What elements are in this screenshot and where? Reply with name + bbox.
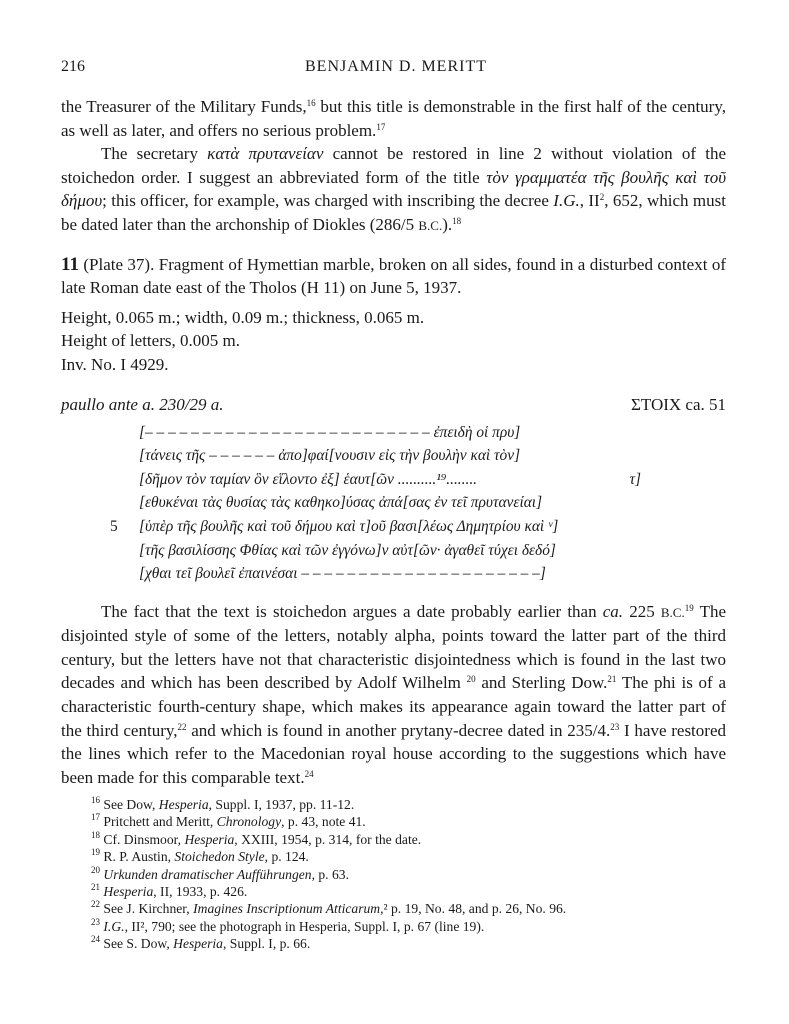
inscription-line: [δῆμον τὸν ταμίαν ὃν εἵλοντο ἐξ] ἑαυτ[ῶν ..........¹⁹........ τ]	[139, 470, 641, 488]
inscription-line: [τῆς βασιλίσσης Φθίας καὶ τῶν ἐγγόνω]ν αὐτ[ῶν· ἀγαθεῖ τύχει δεδό]	[139, 541, 556, 559]
footnote-ref-22[interactable]: 22	[177, 721, 187, 732]
running-header	[61, 58, 731, 82]
footnote-ref-18[interactable]: 18	[452, 215, 462, 226]
inscription-line: [χθαι τεῖ βουλεῖ ἐπαινέσαι – – – – – – – – – – – – – – – – – – – – –]	[139, 565, 546, 583]
inscription-line: [τάνεις τῆς – – – – – – ἀπο]φαί[νουσιν εἰς τὴν βουλὴν καὶ τὸν]	[139, 447, 521, 465]
line-number: 5	[110, 517, 118, 535]
footnote-ref-19[interactable]: 19	[684, 602, 694, 613]
inscription-date: paullo ante a. 230/29 a.	[61, 394, 224, 414]
stoichedon-count: ΣΤΟΙΧ ca. 51	[630, 394, 726, 414]
paragraph-2: The secretary κατὰ πρυτανείαν cannot be restored in line 2 without violation of the stoichedon order. I suggest an abbreviated form of the title τὸν γραμματέα τῆς βουλῆς καὶ τοῦ δήμου; this officer, for example, was charged with inscribing the decree I.G., $II^2$, 652, which must be dated later than the archonship of Diokles (286/5 B.C.).$^{18}$	[61, 144, 727, 234]
paragraph-3: 11 (Plate 37). Fragment of Hymettian marble, broken on all sides, found in a disturbed context of late Roman date east of the Tholos (H 11) on June 5, 1937.	[61, 253, 726, 298]
page-number: 216	[61, 58, 85, 75]
entry-number: 11	[61, 253, 79, 275]
footnote-ref-23[interactable]: 23	[610, 721, 620, 732]
paragraph-4: The fact that the text is stoichedon argues a date probably earlier than ca. 225 B.C.$^{19}$ The disjointed style of some of the letters, notably alpha, points toward the latter part of the third century, but the letters have not that characteristic disjointedness which is found in the last two decades and which has been described by Adolf Wilhelm $^{20}$ and Sterling Dow.$^{21}$ The phi is of a characteristic fourth-century shape, which makes its appearance again toward the latter part of the third century,$^{22}$ and which is found in another prytany-decree dated in 235/4.23 I have restored the lines which refer to the Macedonian royal house according to the suggestions which have been made for this comparable text.$^{24}$	[61, 601, 727, 787]
footnote: $^{16}$ See Dow, Hesperia, Suppl. I, 1937, pp. 11-12.	[91, 795, 355, 812]
footnote-ref-17[interactable]: 17	[376, 121, 386, 132]
footnote: $^{22}$ See J. Kirchner, Imagines Inscriptionum Atticarum,² p. 19, No. 48, and p. 26, No. 96.	[91, 899, 567, 917]
footnotes	[91, 796, 731, 953]
dimension-line: Height, 0.065 m.; width, 0.09 m.; thickness, 0.065 m.	[61, 307, 425, 327]
dimension-line: Height of letters, 0.005 m.	[61, 331, 240, 351]
footnote: $^{20}$ Urkunden dramatischer Aufführungen, p. 63.	[91, 864, 349, 882]
footnote: $^{18}$ Cf. Dinsmoor, Hesperia, XXIII, 1954, p. 314, for the date.	[91, 829, 422, 847]
inscription-line: [εθυκέναι τὰς θυσίας τὰς καθηκο]ύσας ἀπά[σας ἐν τεῖ πρυτανείαι]	[139, 494, 543, 512]
greek-phrase: τὸν γραμματέα τῆς βουλῆς καὶ τοῦ δήμου	[61, 167, 726, 211]
footnote-ref-20[interactable]: 20	[466, 674, 476, 685]
inscription-line: [– – – – – – – – – – – – – – – – – – – – – – – – – ἐπειδὴ οἱ πρυ]	[139, 423, 521, 441]
greek-phrase: κατὰ πρυτανείαν	[207, 144, 324, 164]
footnote: $^{21}$ Hesperia, II, 1933, p. 426.	[91, 882, 248, 900]
footnote: $^{19}$ R. P. Austin, Stoichedon Style, p. 124.	[91, 847, 309, 865]
footnote: $^{17}$ Pritchett and Meritt, Chronology, p. 43, note 41.	[91, 812, 366, 830]
body-text	[61, 95, 726, 789]
inscription-header	[61, 393, 726, 417]
footnote-ref-21[interactable]: 21	[607, 674, 617, 685]
dimension-line: Inv. No. I 4929.	[61, 354, 169, 374]
footnote-ref-24[interactable]: 24	[304, 768, 314, 779]
running-title: BENJAMIN D. MERITT	[305, 58, 487, 75]
footnote-ref-16[interactable]: 16	[306, 98, 316, 108]
paragraph-1: the Treasurer of the Military Funds,$^{16}$ but this title is demonstrable in the first half of the century, as well as later, and offers no serious problem.$^{17}$	[61, 97, 726, 140]
footnote: $^{23}$ I.G., II², 790; see the photograph in Hesperia, Suppl. I, p. 67 (line 19).	[91, 916, 485, 934]
inscription-line: 5 [ὑπὲρ τῆς βουλῆς καὶ τοῦ δήμου καὶ τ]οῦ βασι[λέως Δημητρίου καὶ ᵛ]	[61, 515, 726, 539]
footnote: $^{24}$ See S. Dow, Hesperia, Suppl. I, p. 66.	[91, 934, 311, 952]
inscription-text	[61, 421, 726, 586]
